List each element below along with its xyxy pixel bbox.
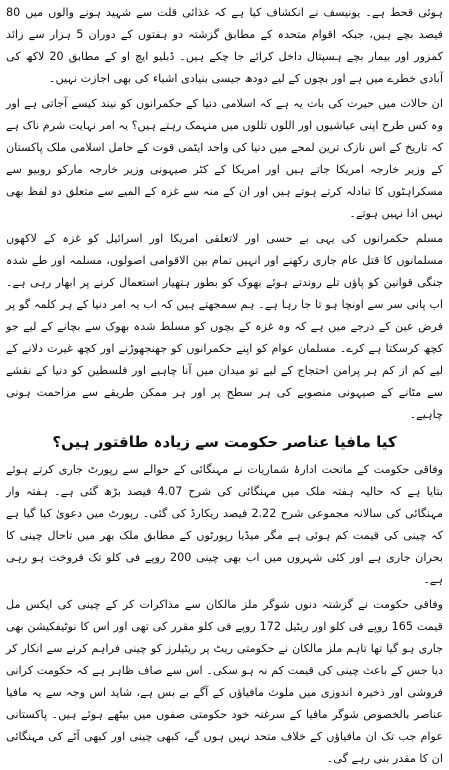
article-paragraph: ہوئی قحط ہے۔ یونیسف نے انکشاف کیا ہے کہ غذائی قلت سے شہید ہونے والوں میں 80 فیصد بچے ہیں، جبکہ اقوام متحدہ کے مطابق گزشتہ دو ہفتوں کے دوران 5 ہزار سے زائد کمزور اور بیمار بچے ہسپتال داخل کرائے جا چکے ہیں۔ ڈبلیو ایچ او کے مطابق 20 لاکھ کی آبادی خطرے میں ہے اور بچوں کے لیے دودھ جیسی بنیادی اشیاء کی بھی اجازت نہیں۔ [6,6,443,85]
article-section-gaza [6,2,443,426]
article-paragraph: مسلم حکمرانوں کی یہی بے حسی اور لاتعلقی امریکا اور اسرائیل کو غزہ کے لاکھوں مسلمانوں کا قتل عام جاری رکھنے اور انہیں تمام بین الاقوامی اصولوں، مسلمہ اور طے شدہ جنگی قوانین کو پاؤں تلے روندتے ہوئے بھوک کو بطور ہتھیار استعمال کرنے پر ابھار رہی ہے۔ اب پانی سر سے اونچا ہو تا جا رہا ہے۔ ہم سمجھتے ہیں کہ اب یہ امر دنیا کے ہر کلمہ گو پر فرض عین کے درجے میں ہے کہ وہ غزہ کے بچوں کو مسلط شدہ بھوک سے بچانے کے لیے جو کچھ کرسکتا ہے کرے۔ مسلمان عوام کو اپنے حکمرانوں کو جھنجھوڑنے اور کچھ غیرت دلانے کے لیے کم از کم ہر پرامن احتجاج کے لیے تو میدان میں آنا چاہیے اور فلسطین کو دنیا کے نقشے سے مٹانے کے صیہونی منصوبے کی ہر سطح پر اور ہر ممکن طریقے سے مزاحمت ہونی چاہیے۔ [6,232,443,421]
article-paragraph: وفاقی حکومت نے گزشتہ دنوں شوگر ملز مالکان سے مذاکرات کر کے چینی کی ایکس مل قیمت 165 روپے فی کلو اور ریٹیل 172 روپے فی کلو مقرر کی تھی اور اس کا نوٹیفکیشن بھی جاری ہو گیا تھا تاہم ملز مالکان نے حکومتی ریٹ پر ریٹیلرز کو چینی فراہم کرنے سے انکار کر دیا جس کے باعث چینی کی قیمت کم نہ ہو سکی۔ اس سے صاف ظاہر ہے کہ حکومت کرانی فروشی اور ذخیرہ اندوزی میں ملوث مافیاؤں کے آگے بے بس ہے، شاید اس وجہ سے یہ مافیا عناصر بالخصوص شوگر مافیا کے سرغنہ خود حکومتی صفوں میں بیٹھے ہوئے ہیں۔ پاکستانی عوام جب تک ان مافیاؤں کے خلاف متحد نہیں ہوں گے، کبھی چینی اور کبھی آٹے کی مہنگائی ان کا مقدر بنی رہے گی۔ [6,598,443,765]
article-paragraph: ان حالات میں حیرت کی بات یہ ہے کہ اسلامی دنیا کے حکمرانوں کو نیند کیسے آجاتی ہے اور وہ کس طرح اپنی عیاشیوں اور اللوں تللوں میں منہمک رہتے ہیں؟ یہ امر نہایت شرم ناک ہے کہ تاریخ کے اس نازک ترین لمحے میں دنیا کی واحد ایٹمی قوت کے حامل اسلامی ملک پاکستان کے وزیر خارجہ امریکا جاتے ہیں اور امریکا کے کٹر صیہونی وزیر خارجہ مارکو روبیو سے مسکراہٹوں کا تبادلہ کرتے ہوتے ہیں اور ان کے منہ سے غزہ کے المیے سے متعلق دو لفظ بھی نہیں ادا نہیں ہوتے۔ [6,97,443,220]
section-heading: کیا مافیا عناصر حکومت سے زیادہ طاقتور ہیں؟ [52,433,397,451]
article-section-mafia [6,459,443,770]
article-paragraph: وفاقی حکومت کے ماتحت ادارۂ شماریات نے مہنگائی کے حوالے سے رپورٹ جاری کرتے ہوئے بتایا ہے کہ حالیہ ہفتہ ملک میں مہنگائی کی شرح 4.07 فیصد بڑھ گئی ہے۔ ہفتہ وار مہنگائی کی سالانہ مجموعی شرح 2.22 فیصد ریکارڈ کی گئی۔ رپورٹ میں دعویٰ کیا گیا ہے کہ چینی کی قیمت کم ہوئی ہے مگر میڈیا رپورٹوں کے مطابق ملک بھر میں تاحال چینی کا بحران جاری ہے اور کئی شہروں میں اب بھی چینی 200 روپے فی کلو تک فروخت ہو رہی ہے۔ [6,463,444,586]
